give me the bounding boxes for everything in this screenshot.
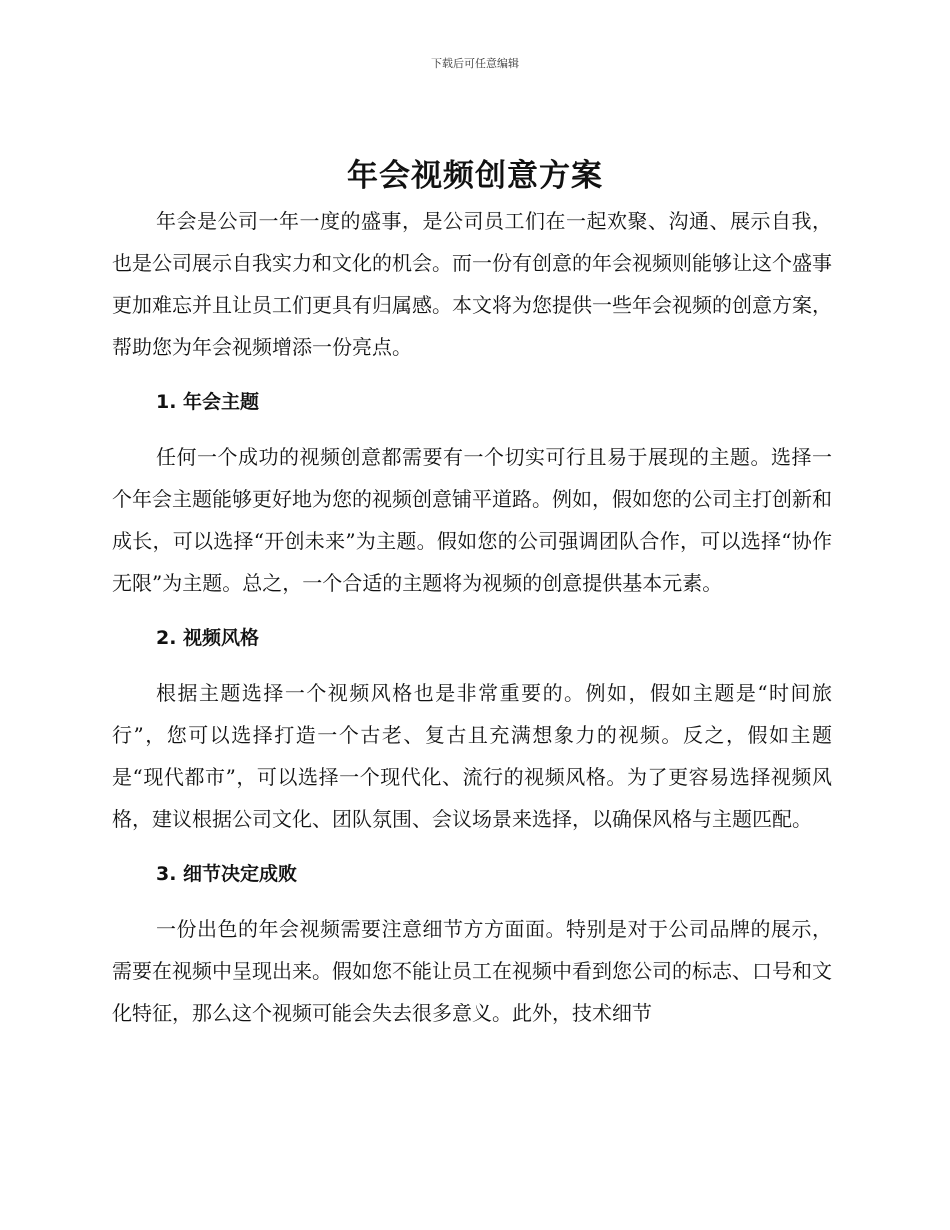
section-body-details: 一份出色的年会视频需要注意细节方方面面。特别是对于公司品牌的展示，需要在视频中呈现出来。假如您不能让员工在视频中看到您公司的标志、口号和文化特征，那么这个视频可能会失去很多意义。此外，技术细节 [112,917,832,1025]
section-heading-theme: 1. 年会主题 [156,391,260,413]
section-body-theme: 任何一个成功的视频创意都需要有一个切实可行且易于展现的主题。选择一个年会主题能够更好地为您的视频创意铺平道路。例如，假如您的公司主打创新和成长，可以选择“开创未来”为主题。假如您的公司强调团队合作，可以选择“协作无限”为主题。总之，一个合适的主题将为视频的创意提供基本元素。 [112,445,832,595]
document-title: 年会视频创意方案 [347,158,603,194]
document-body [112,200,832,1034]
section-heading-details: 3. 细节决定成败 [156,863,298,885]
header-note: 下载后可任意编辑 [431,57,519,70]
intro-paragraph: 年会是公司一年一度的盛事，是公司员工们在一起欢聚、沟通、展示自我，也是公司展示自我实力和文化的机会。而一份有创意的年会视频则能够让这个盛事更加难忘并且让员工们更具有归属感。本文将为您提供一些年会视频的创意方案，帮助您为年会视频增添一份亮点。 [112,209,832,359]
section-heading-style: 2. 视频风格 [156,627,260,649]
section-body-style: 根据主题选择一个视频风格也是非常重要的。例如，假如主题是“时间旅行”，您可以选择打造一个古老、复古且充满想象力的视频。反之，假如主题是“现代都市”，可以选择一个现代化、流行的视频风格。为了更容易选择视频风格，建议根据公司文化、团队氛围、会议场景来选择，以确保风格与主题匹配。 [112,681,832,831]
